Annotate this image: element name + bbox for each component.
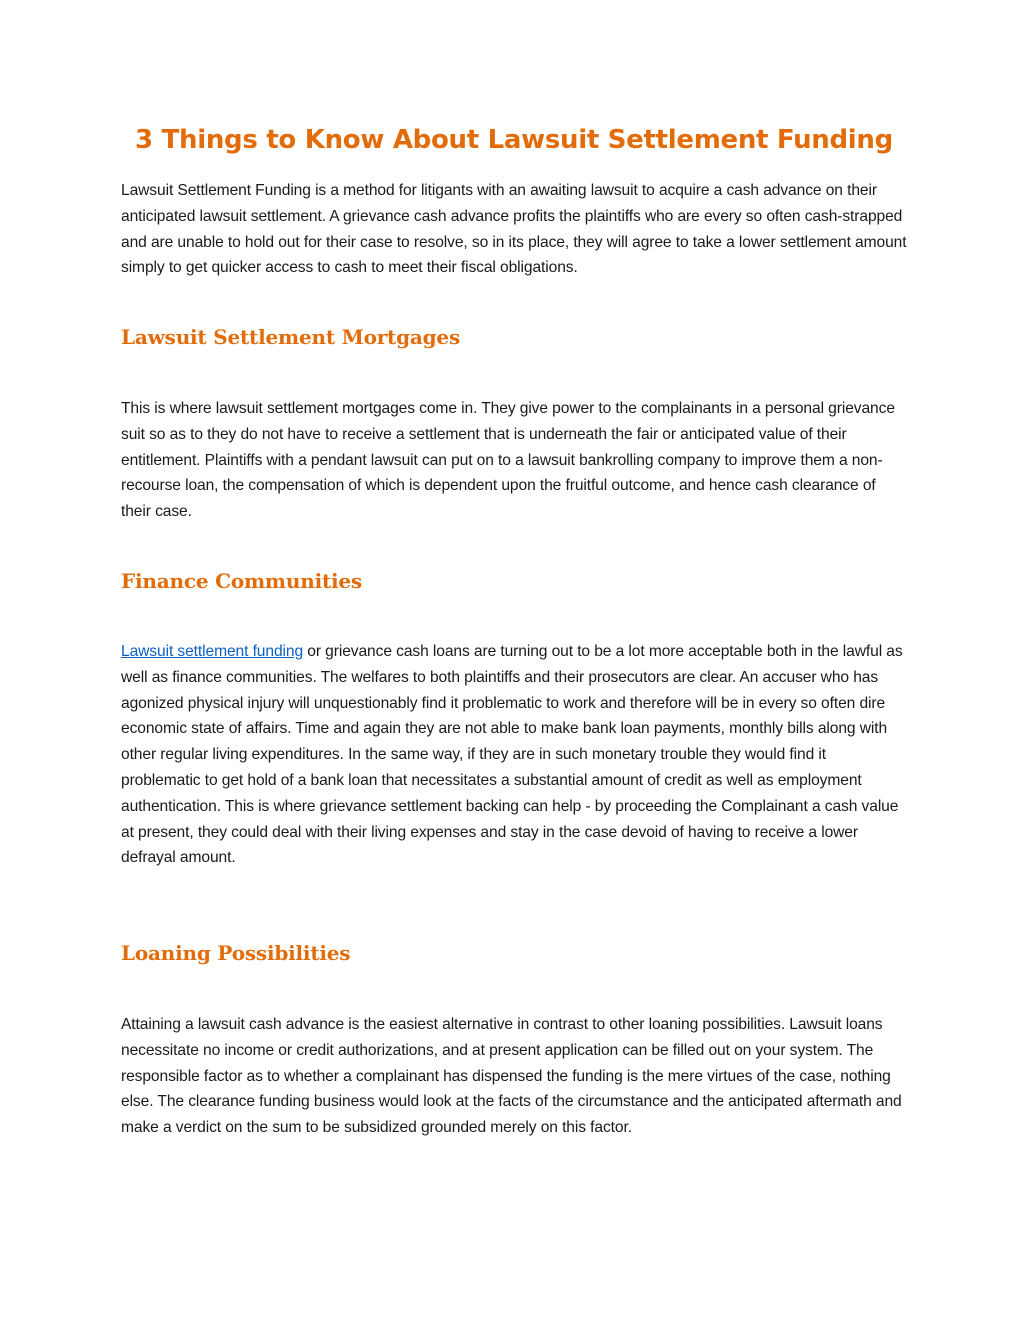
section-heading-finance: Finance Communities (121, 569, 362, 593)
section-heading-loaning: Loaning Possibilities (121, 941, 351, 965)
section-body-loaning: Attaining a lawsuit cash advance is the easiest alternative in contrast to other loaning possibilities. Lawsuit loans necessitate no income or credit authorizations, and at present application can be filled out on your system. The responsible factor as to whether a complainant has dispensed the funding is the mere virtues of the case, nothing else. The clearance funding business would look at the facts of the circumstance and the anticipated aftermath and make a verdict on the sum to be subsidized grounded merely on this factor. (121, 1016, 902, 1137)
lawsuit-settlement-funding-link[interactable]: Lawsuit settlement funding (121, 643, 304, 660)
section-heading-mortgages: Lawsuit Settlement Mortgages (121, 325, 460, 349)
section-body-finance (121, 639, 907, 871)
section-body-finance-text: or grievance cash loans are turning out to be a lot more acceptable both in the lawful as well as finance communities. The welfares to both plaintiffs and their prosecutors are clear. An accuser who has agonized physical injury will unquestionably find it problematic to work and therefore will be in every so often dire economic state of affairs. Time and again they are not able to make bank loan payments, monthly bills along with other regular living expenditures. In the same way, if they are in such monetary trouble they would find it problematic to get hold of a bank loan that necessitates a substantial amount of credit as well as employment authentication. This is where grievance settlement backing can help - by proceeding the Complainant a cash value at present, they could deal with their living expenses and stay in the case devoid of having to receive a lower defrayal amount. (121, 643, 903, 867)
section-body-mortgages: This is where lawsuit settlement mortgages come in. They give power to the complainants in a personal grievance suit so as to they do not have to receive a settlement that is underneath the fair or anticipated value of their entitlement. Plaintiffs with a pendant lawsuit can put on to a lawsuit bankrolling company to improve them a non-recourse loan, the compensation of which is dependent upon the fruitful outcome, and hence cash clearance of their case. (121, 400, 895, 521)
document-title: 3 Things to Know About Lawsuit Settlement Funding (135, 125, 893, 155)
intro-paragraph: Lawsuit Settlement Funding is a method for litigants with an awaiting lawsuit to acquire a cash advance on their anticipated lawsuit settlement. A grievance cash advance profits the plaintiffs who are every so often cash-strapped and are unable to hold out for their case to resolve, so in its place, they will agree to take a lower settlement amount simply to get quicker access to cash to meet their fiscal obligations. (121, 182, 907, 277)
